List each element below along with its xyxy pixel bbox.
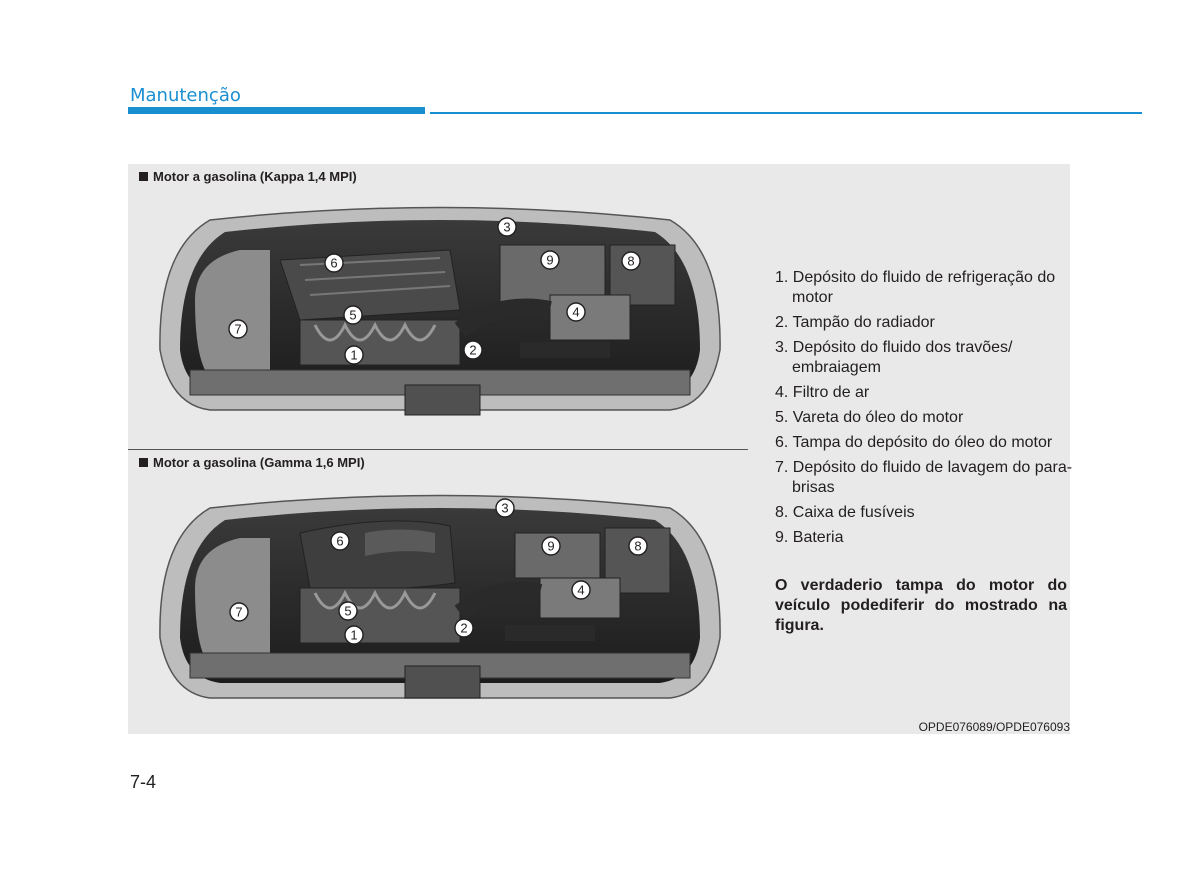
- callout-4: [567, 303, 585, 321]
- callout-2: [455, 619, 473, 637]
- svg-text:9: 9: [546, 252, 554, 268]
- component-legend: [775, 268, 1075, 553]
- svg-text:9: 9: [547, 538, 555, 554]
- svg-text:4: 4: [572, 304, 580, 320]
- callout-8: [629, 537, 647, 555]
- page-number: 7-4: [130, 772, 157, 792]
- callout-4: [572, 581, 590, 599]
- callout-6: [331, 532, 349, 550]
- legend-item: 8. Caixa de fusíveis: [775, 504, 915, 521]
- header-rule-thick: [128, 107, 425, 114]
- figure-caption-kappa: [139, 169, 357, 184]
- caption-text: Motor a gasolina (Gamma 1,6 MPI): [153, 455, 365, 470]
- disclaimer-note: O verdaderio tampa do motor do veículo podediferir do mostrado na figura.: [775, 577, 1067, 634]
- svg-text:2: 2: [469, 342, 477, 358]
- caption-text: Motor a gasolina (Kappa 1,4 MPI): [153, 169, 357, 184]
- legend-item: 1. Depósito do fluido de refrigeração do motor: [775, 269, 1056, 306]
- bullet-square-icon: [139, 172, 148, 181]
- legend-item: 7. Depósito do fluido de lavagem do para-brisas: [775, 459, 1073, 496]
- legend-item: 3. Depósito do fluido dos travões/ embraiagem: [775, 339, 1013, 376]
- svg-text:2: 2: [460, 620, 468, 636]
- svg-text:1: 1: [350, 627, 358, 643]
- figure-code: OPDE076089/OPDE076093: [918, 720, 1070, 734]
- header-rule-thin: [430, 112, 1142, 114]
- callout-9: [542, 537, 560, 555]
- legend-item: 9. Bateria: [775, 529, 844, 546]
- svg-text:3: 3: [503, 219, 511, 235]
- callout-5: [344, 306, 362, 324]
- bullet-square-icon: [139, 458, 148, 467]
- legend-item: 2. Tampão do radiador: [775, 314, 935, 331]
- callout-8: [622, 252, 640, 270]
- svg-text:7: 7: [235, 604, 243, 620]
- svg-text:6: 6: [336, 533, 344, 549]
- svg-text:5: 5: [344, 603, 352, 619]
- callout-3: [498, 218, 516, 236]
- callout-5: [339, 602, 357, 620]
- svg-text:5: 5: [349, 307, 357, 323]
- section-title: Manutenção: [130, 85, 241, 106]
- legend-item: 4. Filtro de ar: [775, 384, 870, 401]
- svg-text:8: 8: [627, 253, 635, 269]
- callout-6: [325, 254, 343, 272]
- svg-text:3: 3: [501, 500, 509, 516]
- legend-item: 5. Vareta do óleo do motor: [775, 409, 964, 426]
- svg-text:8: 8: [634, 538, 642, 554]
- callout-9: [541, 251, 559, 269]
- callout-7: [230, 603, 248, 621]
- svg-text:6: 6: [330, 255, 338, 271]
- figure-divider: [128, 449, 748, 450]
- figure-caption-gamma: [139, 455, 365, 470]
- svg-text:1: 1: [350, 347, 358, 363]
- callout-3: [496, 499, 514, 517]
- callout-7: [229, 320, 247, 338]
- svg-text:7: 7: [234, 321, 242, 337]
- svg-text:4: 4: [577, 582, 585, 598]
- callout-1: [345, 346, 363, 364]
- engine-bay-illustration-gamma: [150, 478, 730, 708]
- legend-item: 6. Tampa do depósito do óleo do motor: [775, 434, 1053, 451]
- engine-bay-illustration-kappa: [150, 190, 730, 420]
- callout-1: [345, 626, 363, 644]
- callout-2: [464, 341, 482, 359]
